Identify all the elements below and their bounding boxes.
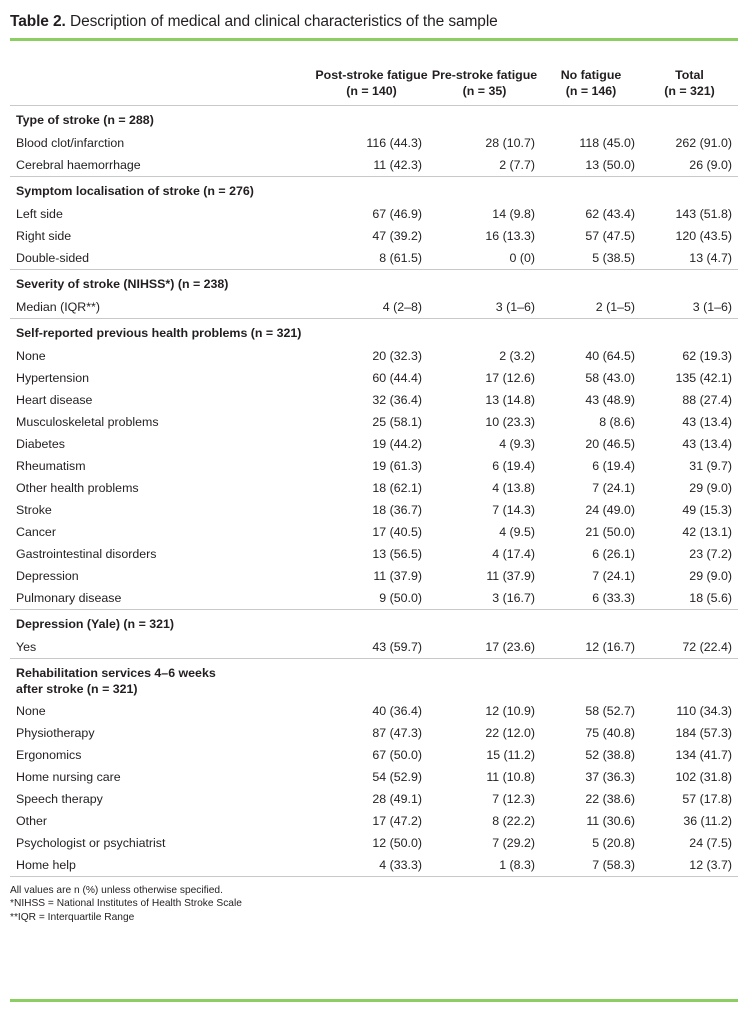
row-label: Double-sided bbox=[16, 250, 90, 265]
table-row bbox=[10, 543, 738, 565]
footnote-nihss: *NIHSS = National Institutes of Health Stroke Scale bbox=[10, 898, 242, 910]
bottom-accent-rule-wrap bbox=[10, 999, 738, 1002]
table-row bbox=[10, 832, 738, 854]
row-label: Other bbox=[16, 813, 47, 828]
row-value: 18 (62.1) bbox=[372, 480, 422, 495]
row-value: 8 (8.6) bbox=[599, 414, 635, 429]
section-heading-row bbox=[10, 177, 738, 203]
section-heading: Depression (Yale) (n = 321) bbox=[16, 617, 175, 631]
row-label: Home nursing care bbox=[16, 769, 121, 784]
row-value: 120 (43.5) bbox=[675, 228, 732, 243]
row-value: 43 (59.7) bbox=[372, 639, 422, 654]
row-value: 5 (20.8) bbox=[592, 835, 635, 850]
row-value: 7 (29.2) bbox=[492, 835, 535, 850]
table-row bbox=[10, 477, 738, 499]
column-header-post-stroke-fatigue bbox=[315, 67, 428, 105]
row-value: 13 (56.5) bbox=[372, 546, 422, 561]
row-value: 24 (49.0) bbox=[585, 502, 635, 517]
row-label: Median (IQR**) bbox=[16, 299, 101, 314]
table-row bbox=[10, 455, 738, 477]
row-value: 4 (9.3) bbox=[499, 436, 535, 451]
table-row bbox=[10, 722, 738, 744]
row-value: 43 (13.4) bbox=[682, 436, 732, 451]
table-row bbox=[10, 587, 738, 609]
row-label: None bbox=[16, 703, 46, 718]
row-label: Pulmonary disease bbox=[16, 590, 122, 605]
row-value: 135 (42.1) bbox=[675, 370, 732, 385]
table-row bbox=[10, 744, 738, 766]
table-row bbox=[10, 389, 738, 411]
row-value: 4 (2–8) bbox=[382, 299, 422, 314]
row-value: 11 (37.9) bbox=[373, 568, 422, 583]
footnotes bbox=[10, 877, 738, 924]
row-value: 12 (10.9) bbox=[485, 703, 535, 718]
row-value: 17 (40.5) bbox=[372, 524, 422, 539]
footnote-values: All values are n (%) unless otherwise specified. bbox=[10, 885, 223, 896]
row-value: 0 (0) bbox=[509, 250, 535, 265]
row-value: 22 (12.0) bbox=[485, 725, 535, 740]
row-value: 37 (36.3) bbox=[585, 769, 635, 784]
section-heading-row bbox=[10, 610, 738, 636]
row-label: None bbox=[16, 348, 46, 363]
row-value: 16 (13.3) bbox=[485, 228, 535, 243]
row-value: 17 (23.6) bbox=[485, 639, 535, 654]
column-header-blank bbox=[10, 67, 315, 105]
row-value: 24 (7.5) bbox=[689, 835, 732, 850]
table-row bbox=[10, 154, 738, 176]
row-label: Right side bbox=[16, 228, 72, 243]
table-row bbox=[10, 810, 738, 832]
section-heading-line: Rehabilitation services 4–6 weeks bbox=[16, 666, 216, 680]
row-value: 17 (12.6) bbox=[485, 370, 535, 385]
row-value: 262 (91.0) bbox=[675, 135, 732, 150]
column-header-label: No fatigue bbox=[560, 68, 622, 82]
column-header-count: (n = 146) bbox=[565, 84, 617, 98]
row-value: 21 (50.0) bbox=[585, 524, 635, 539]
row-value: 67 (50.0) bbox=[372, 747, 422, 762]
row-value: 3 (16.7) bbox=[492, 590, 535, 605]
row-value: 19 (61.3) bbox=[372, 458, 422, 473]
row-label: Other health problems bbox=[16, 480, 139, 495]
row-value: 40 (36.4) bbox=[372, 703, 422, 718]
row-value: 18 (36.7) bbox=[372, 502, 422, 517]
table-row bbox=[10, 700, 738, 722]
section-heading-row bbox=[10, 106, 738, 132]
table-row bbox=[10, 247, 738, 269]
row-value: 88 (27.4) bbox=[682, 392, 732, 407]
bottom-accent-rule bbox=[10, 999, 738, 1002]
row-value: 28 (49.1) bbox=[372, 791, 422, 806]
row-value: 6 (19.4) bbox=[592, 458, 635, 473]
row-value: 57 (17.8) bbox=[682, 791, 732, 806]
row-value: 4 (13.8) bbox=[492, 480, 535, 495]
table-row bbox=[10, 433, 738, 455]
row-value: 6 (19.4) bbox=[492, 458, 535, 473]
row-label: Yes bbox=[16, 639, 37, 654]
row-value: 11 (37.9) bbox=[486, 568, 535, 583]
row-value: 43 (13.4) bbox=[682, 414, 732, 429]
row-value: 14 (9.8) bbox=[492, 206, 535, 221]
row-value: 42 (13.1) bbox=[682, 524, 732, 539]
row-value: 6 (26.1) bbox=[592, 546, 635, 561]
row-value: 11 (10.8) bbox=[486, 769, 535, 784]
row-value: 20 (46.5) bbox=[585, 436, 635, 451]
column-header-count: (n = 35) bbox=[462, 84, 507, 98]
row-value: 2 (7.7) bbox=[499, 157, 535, 172]
row-value: 58 (43.0) bbox=[585, 370, 635, 385]
row-value: 116 (44.3) bbox=[366, 135, 422, 150]
section-heading: Self-reported previous health problems (n = 321) bbox=[16, 326, 302, 340]
row-value: 10 (23.3) bbox=[485, 414, 535, 429]
row-value: 13 (14.8) bbox=[485, 392, 535, 407]
row-value: 3 (1–6) bbox=[495, 299, 535, 314]
section-heading: Symptom localisation of stroke (n = 276) bbox=[16, 184, 254, 198]
row-value: 72 (22.4) bbox=[682, 639, 732, 654]
row-value: 36 (11.2) bbox=[683, 813, 732, 828]
section-heading bbox=[10, 659, 738, 700]
row-value: 118 (45.0) bbox=[579, 135, 635, 150]
row-value: 4 (9.5) bbox=[499, 524, 535, 539]
row-value: 19 (44.2) bbox=[372, 436, 422, 451]
row-value: 3 (1–6) bbox=[692, 299, 732, 314]
footnote-iqr: **IQR = Interquartile Range bbox=[10, 911, 135, 923]
table-row bbox=[10, 225, 738, 247]
row-value: 87 (47.3) bbox=[372, 725, 422, 740]
row-value: 2 (1–5) bbox=[595, 299, 635, 314]
row-value: 26 (9.0) bbox=[689, 157, 732, 172]
row-value: 8 (22.2) bbox=[492, 813, 535, 828]
row-label: Gastrointestinal disorders bbox=[16, 546, 157, 561]
column-header-count: (n = 321) bbox=[664, 84, 715, 98]
characteristics-table bbox=[10, 67, 738, 877]
row-value: 11 (30.6) bbox=[586, 813, 635, 828]
table-header-row bbox=[10, 67, 738, 105]
row-value: 29 (9.0) bbox=[689, 568, 732, 583]
row-value: 62 (19.3) bbox=[682, 348, 732, 363]
row-label: Rheumatism bbox=[16, 458, 86, 473]
row-value: 32 (36.4) bbox=[372, 392, 422, 407]
row-value: 6 (33.3) bbox=[592, 590, 635, 605]
row-value: 25 (58.1) bbox=[372, 414, 422, 429]
row-label: Home help bbox=[16, 857, 76, 872]
table-row bbox=[10, 296, 738, 318]
row-value: 20 (32.3) bbox=[372, 348, 422, 363]
row-value: 18 (5.6) bbox=[689, 590, 732, 605]
row-value: 54 (52.9) bbox=[372, 769, 422, 784]
table-caption: Description of medical and clinical characteristics of the sample bbox=[70, 13, 498, 30]
table-row bbox=[10, 565, 738, 587]
row-label: Speech therapy bbox=[16, 791, 103, 806]
table-row bbox=[10, 766, 738, 788]
column-header-total bbox=[641, 67, 738, 105]
column-header-no-fatigue bbox=[541, 67, 641, 105]
header-spacer bbox=[10, 41, 738, 67]
row-value: 40 (64.5) bbox=[585, 348, 635, 363]
row-value: 184 (57.3) bbox=[675, 725, 732, 740]
row-value: 67 (46.9) bbox=[372, 206, 422, 221]
row-value: 52 (38.8) bbox=[585, 747, 635, 762]
row-value: 43 (48.9) bbox=[585, 392, 635, 407]
row-value: 8 (61.5) bbox=[379, 250, 422, 265]
row-value: 4 (33.3) bbox=[379, 857, 422, 872]
table-row bbox=[10, 411, 738, 433]
row-value: 58 (52.7) bbox=[585, 703, 635, 718]
row-label: Ergonomics bbox=[16, 747, 82, 762]
row-label: Hypertension bbox=[16, 370, 90, 385]
row-value: 15 (11.2) bbox=[486, 747, 535, 762]
table-header bbox=[10, 67, 738, 106]
section-heading-row bbox=[10, 319, 738, 345]
row-value: 7 (24.1) bbox=[592, 568, 635, 583]
section-heading-row bbox=[10, 659, 738, 700]
table-row bbox=[10, 788, 738, 810]
row-value: 143 (51.8) bbox=[675, 206, 732, 221]
column-header-label: Total bbox=[675, 68, 704, 82]
table-row bbox=[10, 203, 738, 225]
section-heading-row bbox=[10, 270, 738, 296]
row-label: Psychologist or psychiatrist bbox=[16, 835, 166, 850]
column-header-pre-stroke-fatigue bbox=[428, 67, 541, 105]
row-value: 12 (50.0) bbox=[372, 835, 422, 850]
row-label: Left side bbox=[16, 206, 63, 221]
row-label: Physiotherapy bbox=[16, 725, 95, 740]
row-label: Cancer bbox=[16, 524, 56, 539]
row-label: Cerebral haemorrhage bbox=[16, 157, 141, 172]
row-value: 5 (38.5) bbox=[592, 250, 635, 265]
row-value: 13 (50.0) bbox=[585, 157, 635, 172]
row-label: Stroke bbox=[16, 502, 52, 517]
table-row bbox=[10, 345, 738, 367]
row-label: Diabetes bbox=[16, 436, 65, 451]
row-value: 11 (42.3) bbox=[373, 157, 422, 172]
row-value: 110 (34.3) bbox=[676, 703, 732, 718]
table-number: Table 2. bbox=[10, 13, 66, 30]
row-value: 60 (44.4) bbox=[372, 370, 422, 385]
section-heading: Type of stroke (n = 288) bbox=[16, 113, 154, 127]
column-header-label: Pre-stroke fatigue bbox=[431, 68, 538, 82]
row-label: Blood clot/infarction bbox=[16, 135, 125, 150]
row-label: Musculoskeletal problems bbox=[16, 414, 159, 429]
column-header-label: Post-stroke fatigue bbox=[315, 68, 428, 82]
row-value: 75 (40.8) bbox=[585, 725, 635, 740]
page-title bbox=[10, 0, 738, 38]
row-value: 23 (7.2) bbox=[689, 546, 732, 561]
table-row bbox=[10, 854, 738, 876]
table-row bbox=[10, 499, 738, 521]
row-value: 28 (10.7) bbox=[485, 135, 535, 150]
row-value: 7 (58.3) bbox=[592, 857, 635, 872]
row-value: 134 (41.7) bbox=[675, 747, 732, 762]
row-label: Depression bbox=[16, 568, 79, 583]
table-row bbox=[10, 636, 738, 658]
row-value: 7 (14.3) bbox=[492, 502, 535, 517]
row-value: 1 (8.3) bbox=[499, 857, 535, 872]
table-row bbox=[10, 521, 738, 543]
row-value: 57 (47.5) bbox=[585, 228, 635, 243]
row-value: 7 (24.1) bbox=[592, 480, 635, 495]
section-heading-line: after stroke (n = 321) bbox=[16, 682, 138, 696]
row-value: 13 (4.7) bbox=[689, 250, 732, 265]
row-value: 7 (12.3) bbox=[492, 791, 535, 806]
row-value: 22 (38.6) bbox=[585, 791, 635, 806]
section-heading: Severity of stroke (NIHSS*) (n = 238) bbox=[16, 277, 229, 291]
row-value: 2 (3.2) bbox=[499, 348, 535, 363]
row-value: 12 (3.7) bbox=[689, 857, 732, 872]
row-value: 12 (16.7) bbox=[585, 639, 635, 654]
row-value: 4 (17.4) bbox=[492, 546, 535, 561]
row-label: Heart disease bbox=[16, 392, 93, 407]
table-row bbox=[10, 132, 738, 154]
row-value: 47 (39.2) bbox=[372, 228, 422, 243]
row-value: 29 (9.0) bbox=[689, 480, 732, 495]
row-value: 49 (15.3) bbox=[682, 502, 732, 517]
table-body bbox=[10, 106, 738, 877]
row-value: 17 (47.2) bbox=[372, 813, 422, 828]
table-row bbox=[10, 367, 738, 389]
row-value: 9 (50.0) bbox=[379, 590, 422, 605]
row-value: 31 (9.7) bbox=[689, 458, 732, 473]
row-value: 102 (31.8) bbox=[675, 769, 732, 784]
column-header-count: (n = 140) bbox=[346, 84, 397, 98]
row-value: 62 (43.4) bbox=[585, 206, 635, 221]
